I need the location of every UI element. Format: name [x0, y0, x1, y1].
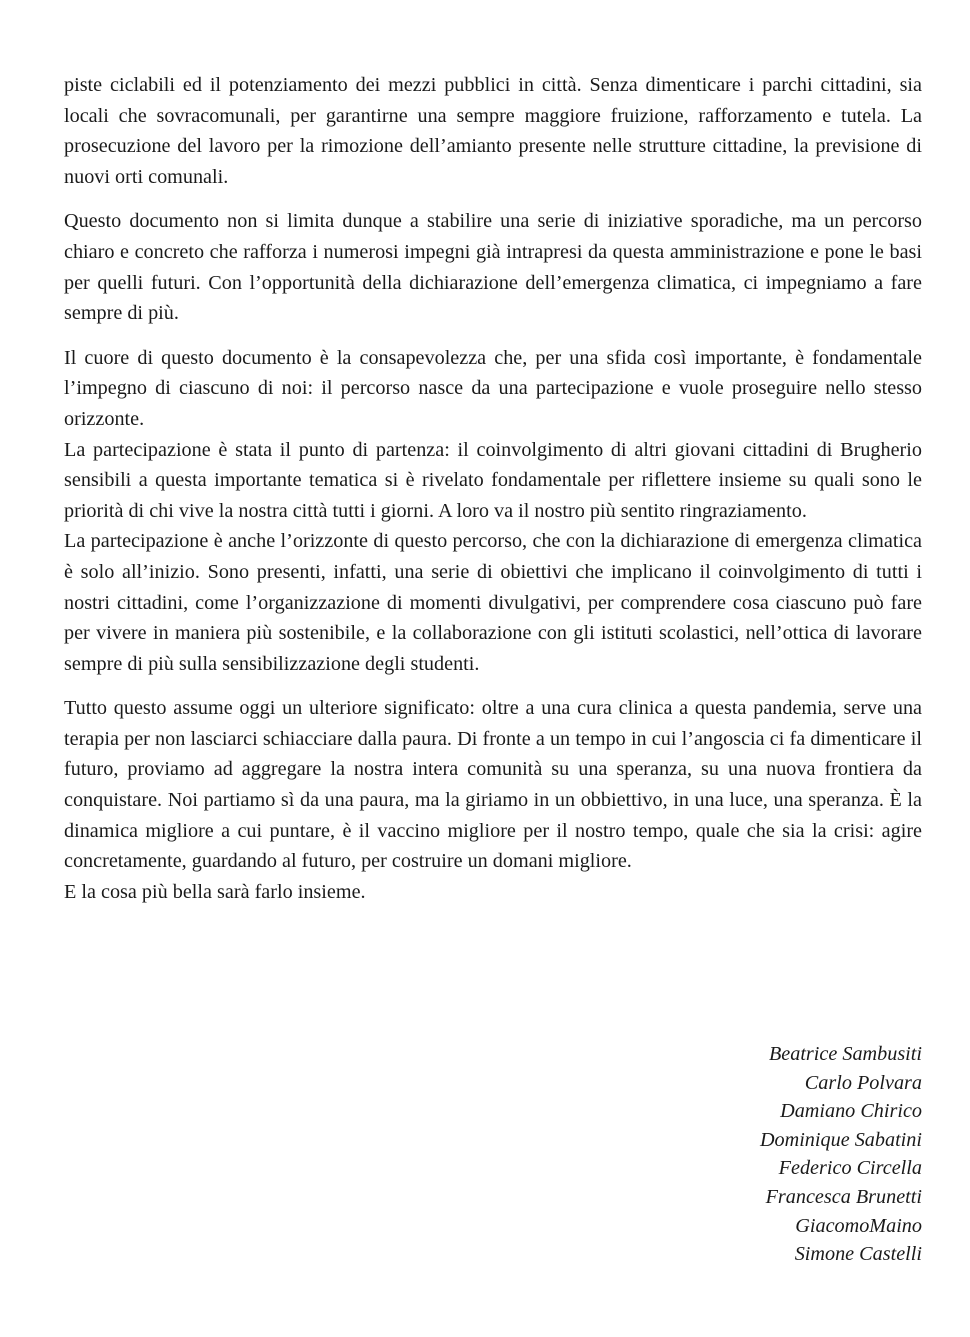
paragraph: piste ciclabili ed il potenziamento dei mezzi pubblici in città. Senza dimenticare i parchi cittadini, sia locali che sovracomunali, per garantirne una sempre maggiore fruizione, rafforzamento e tutela. La prosecuzione del lavoro per la rimozione dell’amianto presente nelle strutture cittadine, la previsione di nuovi orti comunali. [64, 74, 922, 188]
signature-name: Simone Castelli [794, 1243, 922, 1266]
document-body [64, 70, 922, 907]
signature-name: Damiano Chirico [780, 1100, 922, 1123]
signature-name: Dominique Sabatini [759, 1128, 922, 1151]
signature-name: Francesca Brunetti [765, 1185, 922, 1208]
signature-name: GiacomoMaino [795, 1214, 922, 1237]
signature-name: Beatrice Sambusiti [768, 1043, 922, 1065]
paragraph: La partecipazione è stata il punto di partenza: il coinvolgimento di altri giovani cittadini di Brugherio sensibili a questa importante tematica si è rivelato fondamentale per riflettere insieme su quali sono le priorità di chi vive la nostra città tutti i giorni. A loro va il nostro più sentito ringraziamento. [64, 438, 922, 522]
paragraph: Tutto questo assume oggi un ulteriore significato: oltre a una cura clinica a questa pandemia, serve una terapia per non lasciarci schiacciare dalla paura. Di fronte a un tempo in cui l’angoscia ci fa dimenticare il futuro, proviamo ad aggregare la nostra intera comunità su una speranza, su una nuova frontiera da conquistare. Noi partiamo sì da una paura, ma la giriamo in un obbiettivo, in una luce, una speranza. È la dinamica migliore a cui puntare, è il vaccino migliore per il nostro tempo, quale che sia la crisi: agire concretamente, guardando al futuro, per costruire un domani migliore. [64, 697, 922, 873]
paragraph: Questo documento non si limita dunque a stabilire una serie di iniziative sporadiche, ma un percorso chiaro e concreto che rafforza i numerosi impegni già intrapresi da questa amministrazione e pone le basi per quelli futuri. Con l’opportunità della dichiarazione dell’emergenza climatica, ci impegniamo a fare sempre di più. [64, 210, 922, 325]
signature-list [760, 1040, 922, 1269]
paragraph: La partecipazione è anche l’orizzonte di questo percorso, che con la dichiarazione di emergenza climatica è solo all’inizio. Sono presenti, infatti, una serie di obiettivi che implicano il coinvolgimento di tutti i nostri cittadini, come l’organizzazione di momenti divulgativi, per comprendere cosa ciascuno può fare per vivere in maniera più sostenibile, e la collaborazione con gli istituti scolastici, nell’ottica di lavorare sempre di più sulla sensibilizzazione degli studenti. [64, 530, 922, 675]
signature-name: Carlo Polvara [804, 1071, 922, 1094]
closing-line: E la cosa più bella sarà farlo insieme. [64, 880, 366, 903]
signature-name: Federico Circella [778, 1157, 922, 1180]
paragraph: Il cuore di questo documento è la consapevolezza che, per una sfida così importante, è fondamentale l’impegno di ciascuno di noi: il percorso nasce da una partecipazione e vuole proseguire nello stesso orizzonte. [64, 346, 922, 430]
